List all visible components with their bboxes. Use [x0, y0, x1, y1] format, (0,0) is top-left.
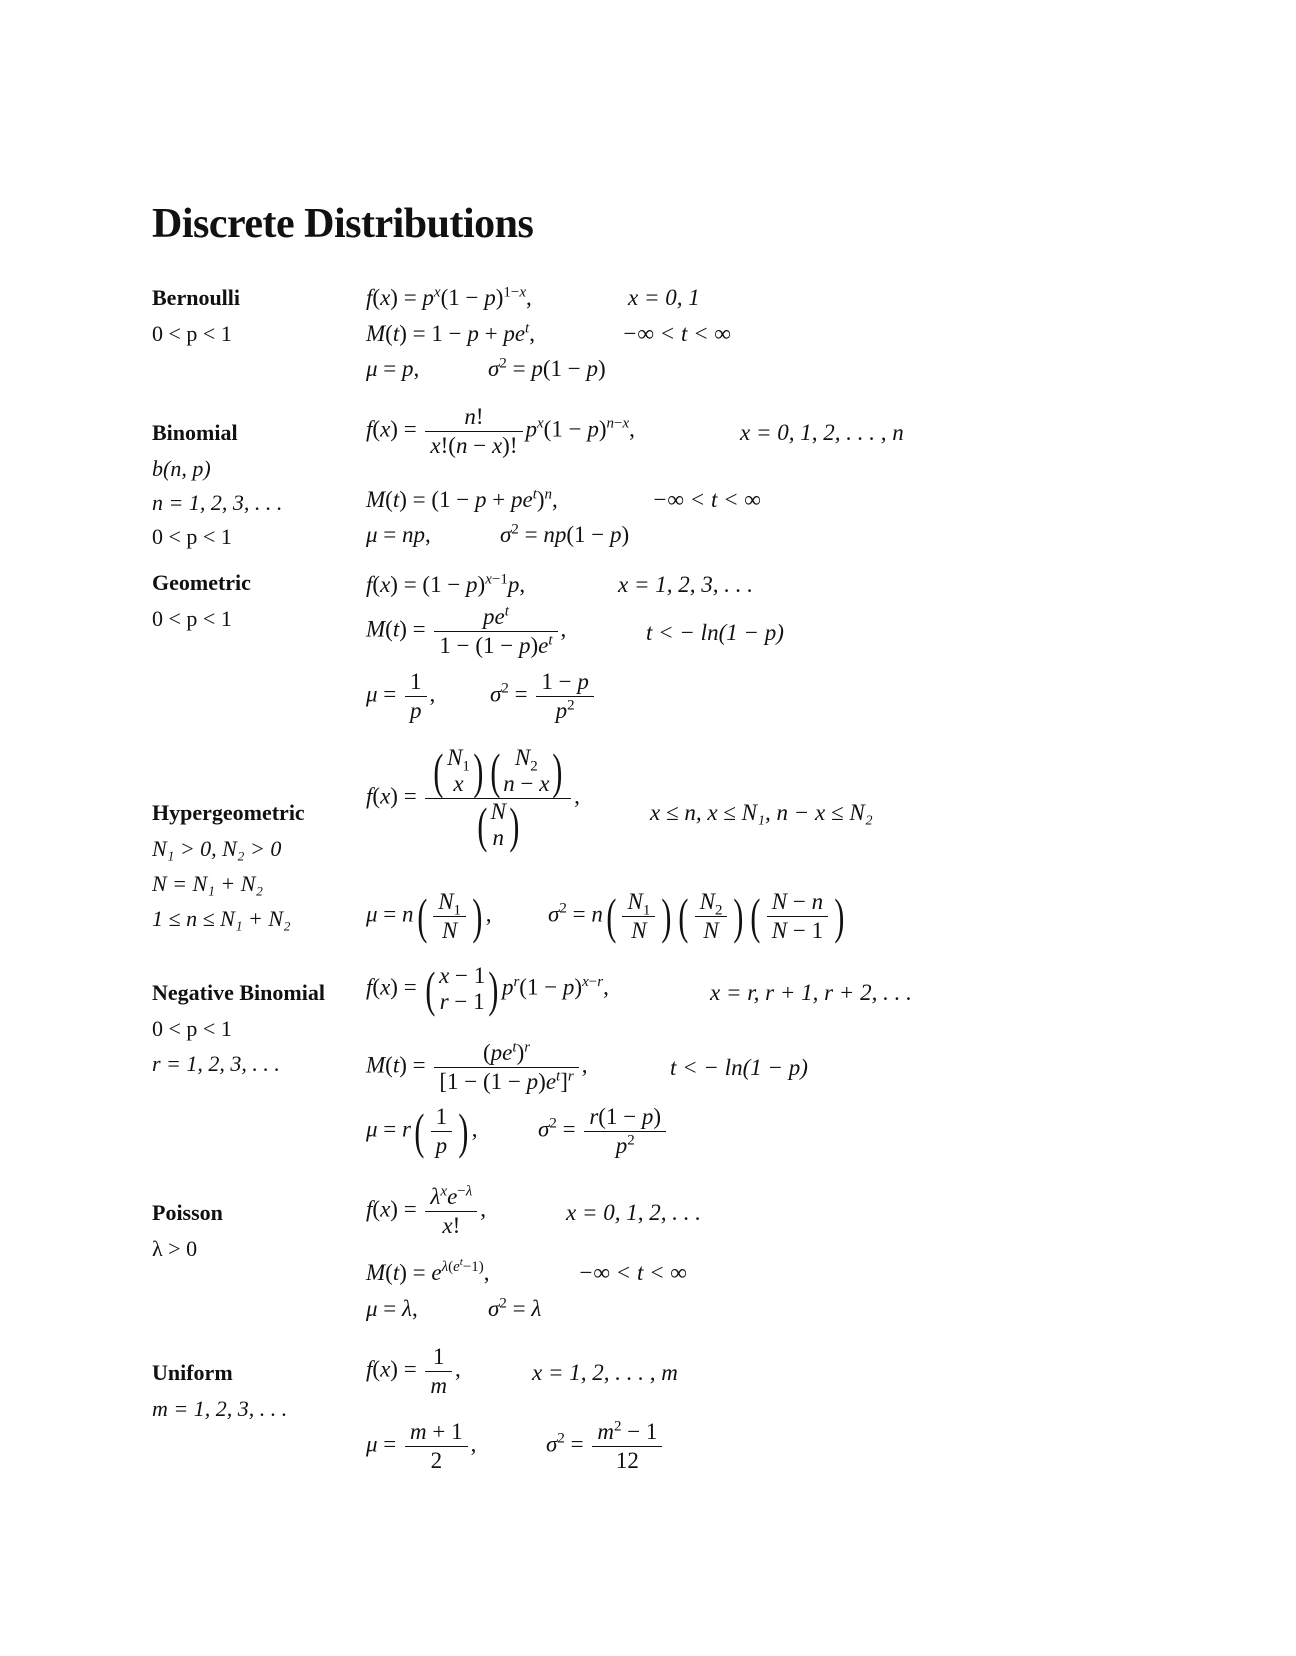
- hypergeometric-name: Hypergeometric: [152, 800, 305, 825]
- negative-binomial-param-2: r = 1, 2, 3, . . .: [152, 1051, 280, 1076]
- uniform-pmf: f(x) = $\frac{1}{m}$ ,: [366, 1344, 461, 1398]
- geometric-name: Geometric: [152, 570, 251, 595]
- bernoulli-variance: $\sigma^2 = p(1 - p)$: [488, 355, 606, 381]
- bernoulli-mean: μ = p,: [366, 356, 420, 381]
- geometric-pmf: $f(x) = (1 - p)^{x-1}p$,: [366, 571, 526, 597]
- geometric-mgf: M(t) = $\frac{pe^t}{1 - (1 - p)e^t}$ ,: [366, 603, 567, 658]
- geometric-param: 0 < p < 1: [152, 606, 232, 631]
- bernoulli-name: Bernoulli: [152, 285, 241, 310]
- binomial-pmf: f(x) = $\frac{n!}{x!(n - x)!}$ $p^x(1 - p)^{n-x}$,: [366, 404, 635, 458]
- negative-binomial-variance: $\sigma^2$ = $\frac{r(1 - p)}{p^2}$: [538, 1103, 669, 1159]
- hypergeometric-pmf: f(x) = ( $N_1$ x ) ( $N_2$ n − x ) ( N n ) ,: [366, 743, 580, 854]
- bernoulli-param: 0 < p < 1: [152, 321, 232, 346]
- bernoulli-pmf: $f(x) = p^x(1 - p)^{1-x}$,: [366, 284, 532, 310]
- binomial-pmf-support: x = 0, 1, 2, . . . , n: [740, 420, 904, 445]
- poisson-name: Poisson: [152, 1200, 223, 1225]
- uniform-variance: $\sigma^2$ = $\frac{m^2 - 1}{12}$: [546, 1418, 665, 1474]
- geometric-mgf-domain: t < − ln(1 − p): [646, 620, 784, 645]
- geometric-variance: $\sigma^2$ = $\frac{1 - p}{p^2}$: [490, 668, 597, 724]
- negative-binomial-pmf-support: x = r, r + 1, r + 2, . . .: [710, 980, 912, 1005]
- binomial-variance: $\sigma^2 = np(1 - p)$: [500, 521, 630, 547]
- poisson-param: λ > 0: [152, 1236, 198, 1261]
- bernoulli-mgf: $M(t) = 1 - p + pe^t$,: [366, 320, 535, 346]
- negative-binomial-mgf: M(t) = $\frac{(pe^t)^r}{[1 - (1 - p)e^t]^r}$ ,: [366, 1039, 588, 1094]
- geometric-mean: μ = $\frac{1}{p}$ ,: [366, 669, 436, 723]
- binomial-mgf: $M(t) = (1 - p + pe^t)^n$,: [366, 486, 558, 512]
- bernoulli-mgf-domain: −∞ < t < ∞: [622, 321, 731, 346]
- negative-binomial-param-1: 0 < p < 1: [152, 1016, 232, 1041]
- hypergeometric-mean: μ = n ( $\frac{N_1}{N}$ ) ,: [366, 888, 492, 945]
- poisson-mgf: $M(t) = e^{\lambda(e^t-1)}$,: [366, 1256, 490, 1285]
- hypergeometric-param-1: N₁ > 0, N₂ > 0: [152, 836, 282, 861]
- binomial-param-2: n = 1, 2, 3, . . .: [152, 490, 283, 515]
- hypergeometric-variance: $\sigma^2 = n$ ( $\frac{N_1}{N}$ ) ( $\frac{N_2}{N}$ ) ( $\frac{N - n}{N - 1}$ ): [548, 888, 845, 945]
- bernoulli-pmf-support: x = 0, 1: [628, 285, 700, 310]
- poisson-mgf-domain: −∞ < t < ∞: [578, 1260, 687, 1285]
- binomial-mean: μ = np,: [366, 522, 431, 547]
- poisson-pmf: f(x) = $\frac{\lambda^xe^{-\lambda}}{x!}$ ,: [366, 1183, 486, 1238]
- binomial-mgf-domain: −∞ < t < ∞: [652, 487, 761, 512]
- poisson-pmf-support: x = 0, 1, 2, . . .: [566, 1200, 701, 1225]
- binomial-param-3: 0 < p < 1: [152, 524, 232, 549]
- uniform-name: Uniform: [152, 1360, 233, 1385]
- page-title: Discrete Distributions: [152, 201, 534, 247]
- geometric-pmf-support: x = 1, 2, 3, . . .: [618, 572, 753, 597]
- negative-binomial-mgf-domain: t < − ln(1 − p): [670, 1055, 808, 1080]
- negative-binomial-name: Negative Binomial: [152, 980, 325, 1005]
- hypergeometric-pmf-support: x ≤ n, x ≤ N₁, n − x ≤ N₂: [650, 800, 873, 825]
- negative-binomial-mean: μ = r ( $\frac{1}{p}$ ) ,: [366, 1103, 478, 1160]
- poisson-mean: μ = λ,: [366, 1296, 418, 1321]
- binomial-name: Binomial: [152, 420, 238, 445]
- uniform-pmf-support: x = 1, 2, . . . , m: [532, 1360, 678, 1385]
- negative-binomial-pmf: f(x) = ( x − 1 r − 1 ) $p^r(1 - p)^{x-r}$,: [366, 961, 609, 1018]
- uniform-param: m = 1, 2, 3, . . .: [152, 1396, 288, 1421]
- poisson-variance: $\sigma^2 = \lambda$: [488, 1295, 542, 1321]
- hypergeometric-param-3: 1 ≤ n ≤ N₁ + N₂: [152, 906, 291, 931]
- binomial-param-1: b(n, p): [152, 456, 211, 481]
- uniform-mean: μ = $\frac{m + 1}{2}$ ,: [366, 1419, 477, 1473]
- hypergeometric-param-2: N = N₁ + N₂: [152, 871, 264, 896]
